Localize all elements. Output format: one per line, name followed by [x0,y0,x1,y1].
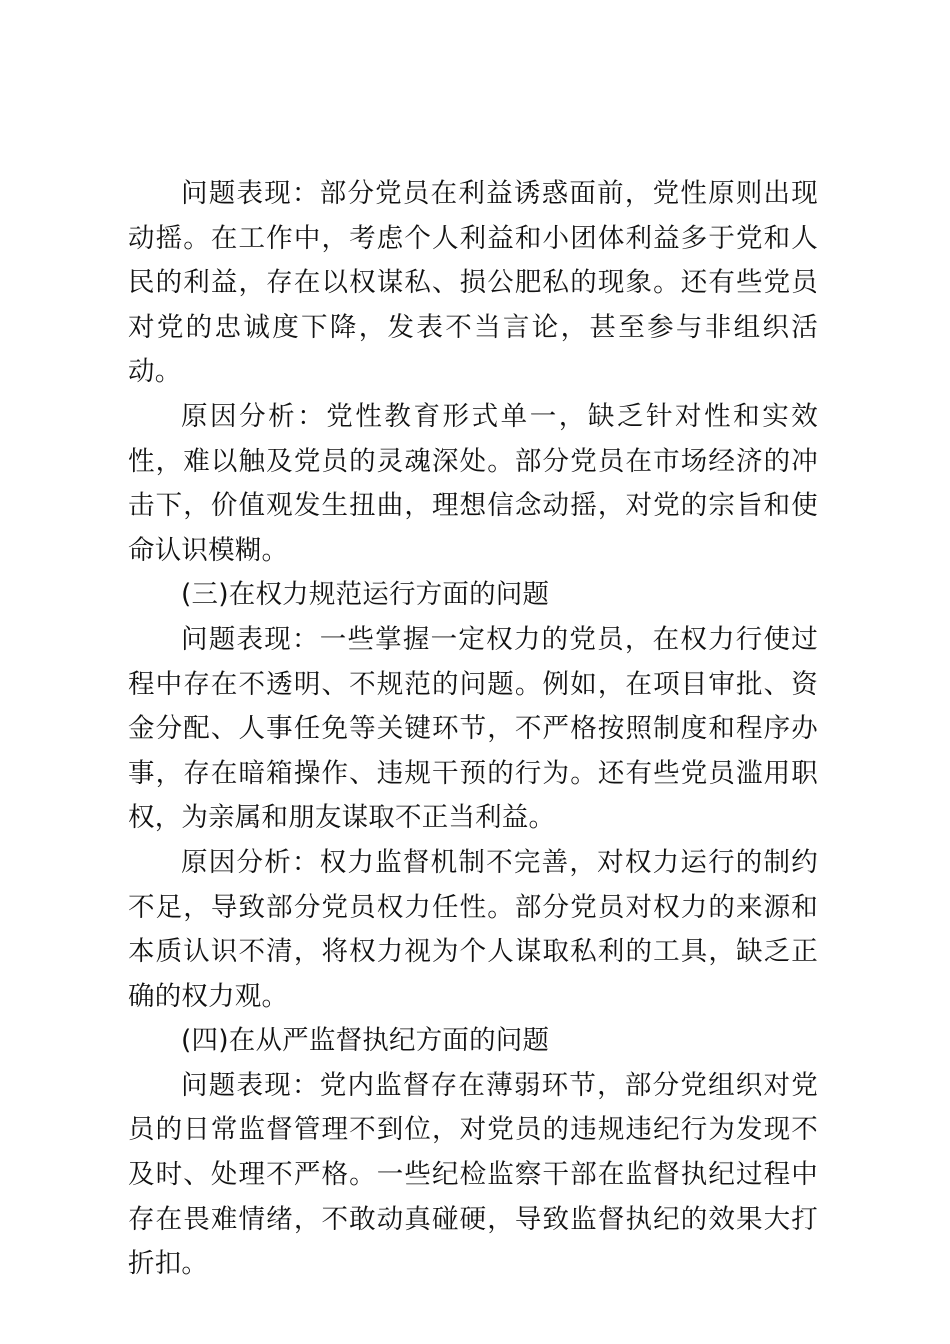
paragraph-problem-performance-3: 问题表现：一些掌握一定权力的党员，在权力行使过程中存在不透明、不规范的问题。例如，在项目审批、资金分配、人事任免等关键环节，不严格按照制度和程序办事，存在暗箱操作、违规干预的行为。还有些党员滥用职权，为亲属和朋友谋取不正当利益。 [128,623,818,834]
paragraph-problem-performance-2: 问题表现：部分党员在利益诱惑面前，党性原则出现动摇。在工作中，考虑个人利益和小团体利益多于党和人民的利益，存在以权谋私、损公肥私的现象。还有些党员对党的忠诚度下降，发表不当言论，甚至参与非组织活动。 [128,178,818,388]
paragraph-problem-performance-4: 问题表现：党内监督存在薄弱环节，部分党组织对党员的日常监督管理不到位，对党员的违规违纪行为发现不及时、处理不严格。一些纪检监察干部在监督执纪过程中存在畏难情绪，不敢动真碰硬，导致监督执纪的效果大打折扣。 [128,1069,818,1280]
document-body [128,172,818,1287]
paragraph-cause-analysis-3: 原因分析：权力监督机制不完善，对权力运行的制约不足，导致部分党员权力任性。部分党员对权力的来源和本质认识不清，将权力视为个人谋取私利的工具，缺乏正确的权力观。 [128,846,818,1012]
section-heading-4: (四)在从严监督执纪方面的问题 [181,1025,550,1057]
section-heading-3: (三)在权力规范运行方面的问题 [181,579,550,611]
paragraph-cause-analysis-2: 原因分析：党性教育形式单一，缺乏针对性和实效性，难以触及党员的灵魂深处。部分党员在市场经济的冲击下，价值观发生扭曲，理想信念动摇，对党的宗旨和使命认识模糊。 [128,400,818,566]
